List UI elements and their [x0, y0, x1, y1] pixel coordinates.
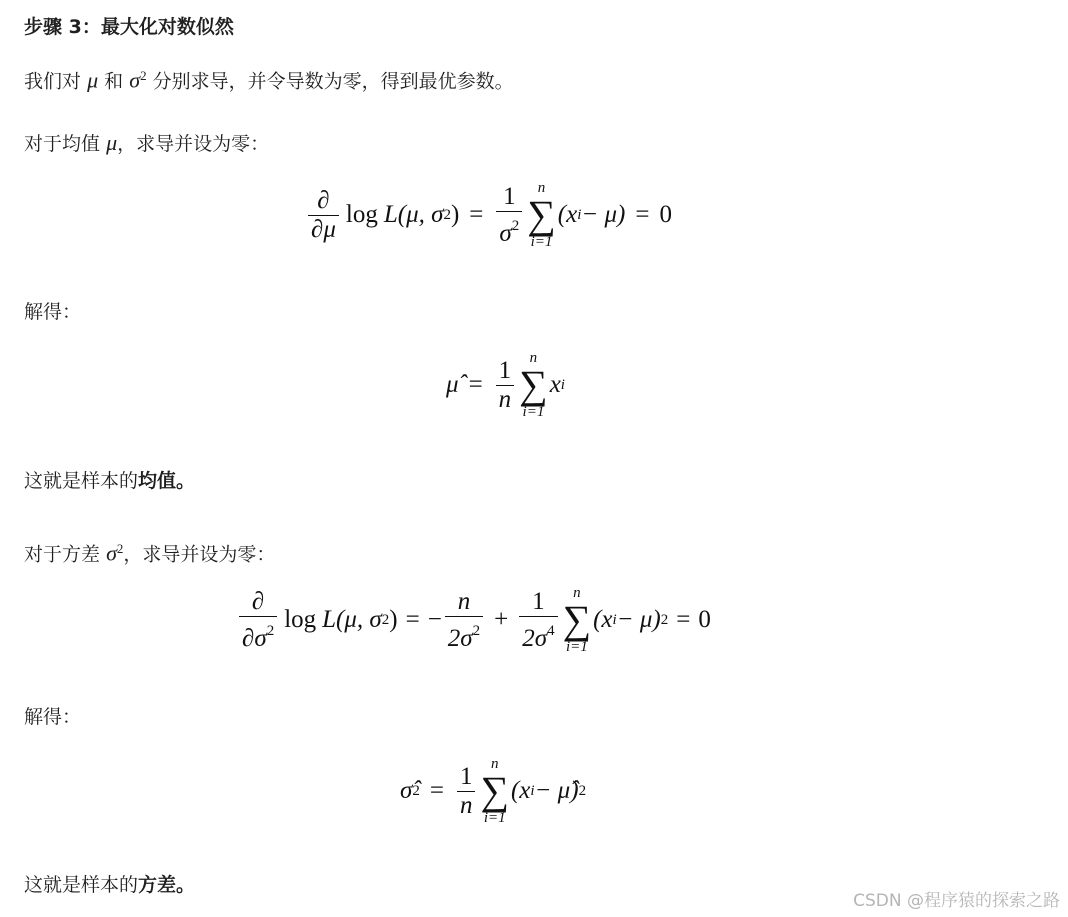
variance-solution-equation: σ̂ 2 = $\frac{1}{n}$ n ∑ i=1 (x i − μ̂) 2 [400, 756, 587, 826]
summation: n ∑ i=1 [562, 585, 592, 655]
log-operator: log [345, 201, 378, 228]
zero: 0 [659, 201, 672, 228]
step-heading: 步骤 3：最大化对数似然 [24, 16, 234, 38]
likelihood-fn: L(μ, σ [383, 201, 444, 228]
summation: n ∑ i=1 [527, 180, 556, 250]
mean-prompt [24, 131, 269, 156]
mu-hat: μ̂ [446, 371, 459, 398]
intro-text-after: 分别求导，并令导数为零，得到最优参数。 [152, 70, 514, 93]
partial-fraction: $\frac{\partial}{\partial\mu}$ [308, 187, 339, 244]
variance-prompt: 对于方差 $\sigma^2$，求导并设为零： [24, 540, 276, 566]
mean-conclusion-bold: 均值。 [138, 470, 196, 492]
variance-conclusion: 这就是样本的方差。 [24, 874, 196, 896]
one-over-2sigma4: $\frac{1}{2\sigma^4}$ [519, 588, 557, 653]
summation: n ∑ i=1 [480, 756, 509, 826]
sum-body: (x [557, 201, 578, 228]
intro-sigma-exp: 2 [140, 68, 147, 83]
intro-sigma: σ [129, 67, 141, 93]
intro-and: 和 [104, 70, 124, 93]
coefficient-fraction: $\frac{1}{\sigma^2}$ [496, 183, 522, 248]
n-over-2sigma2: $\frac{n}{2\sigma^2}$ [445, 588, 483, 653]
partial-fraction: $\frac{\partial}{\partial\sigma^2}$ [239, 588, 277, 653]
variance-derivative-equation: $\frac{\partial}{\partial\sigma^2}$ log L(μ, σ 2 ) = − $\frac{n}{2\sigma^2}$ + $\frac{1}{2\sigma^4}$ n ∑ i=1 (x i − μ) 2 = 0 [236, 585, 711, 655]
variance-prompt-symbol: σ [106, 540, 117, 566]
summation: n ∑ i=1 [519, 350, 548, 420]
intro-text-before: 我们对 [24, 70, 82, 93]
mean-prompt-symbol: μ [106, 130, 118, 155]
mean-prompt-after: ，求导并设为零： [117, 133, 270, 155]
intro-mu: μ [87, 67, 99, 93]
mean-conclusion: 这就是样本的均值。 [24, 470, 196, 492]
mean-solution-equation: μ̂ = $\frac{1}{n}$ n ∑ i=1 x i [446, 350, 565, 420]
equals-sign: = [469, 201, 484, 228]
csdn-watermark: CSDN @程序猿的探索之路 [853, 891, 1060, 911]
solve-label-variance: 解得： [24, 706, 82, 728]
solve-label-mean: 解得： [24, 301, 82, 323]
variance-conclusion-bold: 方差。 [138, 874, 196, 896]
one-over-n: $\frac{1}{n}$ [496, 357, 515, 414]
sigma-hat: σ̂ [400, 777, 413, 804]
mean-derivative-equation: $\frac{\partial}{\partial\mu}$ log L(μ, σ 2 ) = $\frac{1}{\sigma^2}$ n ∑ i=1 (x i − μ) = 0 [305, 180, 672, 250]
mean-prompt-before: 对于均值 [24, 133, 101, 155]
one-over-n: $\frac{1}{n}$ [457, 763, 476, 820]
intro-paragraph [24, 64, 514, 93]
